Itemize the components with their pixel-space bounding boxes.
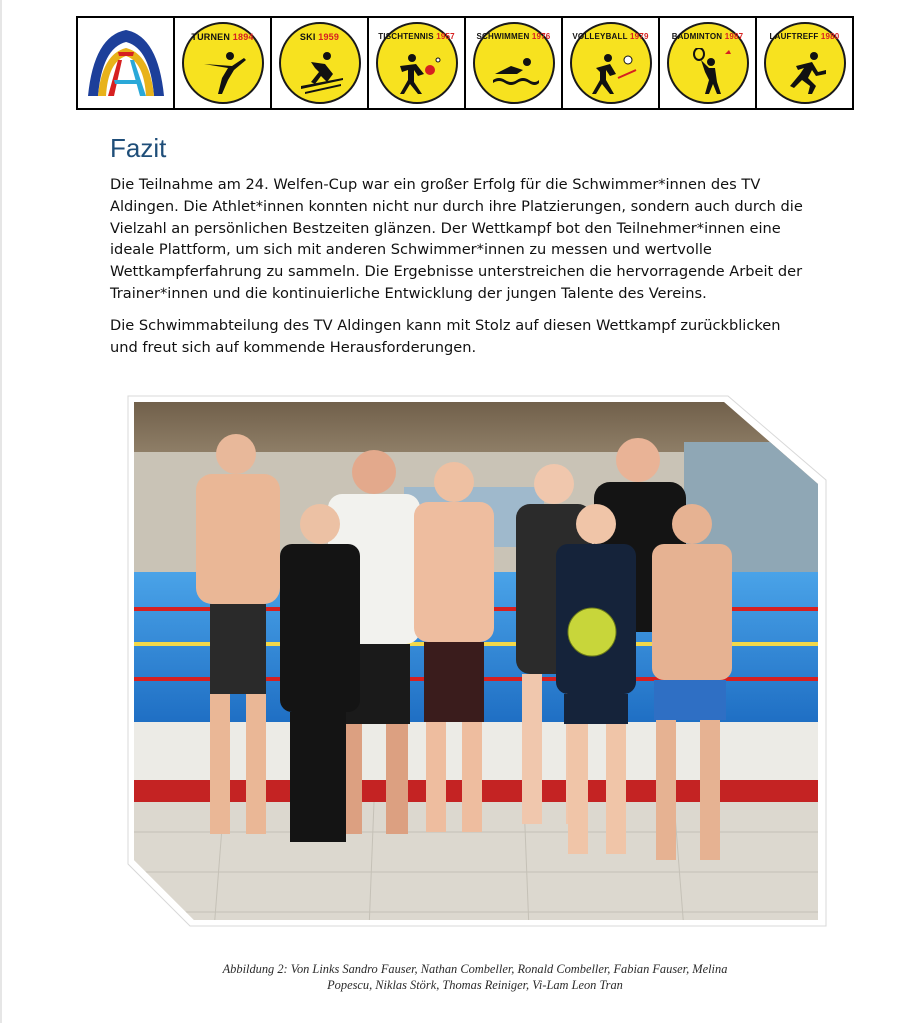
fazit-section xyxy=(110,130,810,368)
paragraph-2: Die Schwimmabteilung des TV Aldingen kann mit Stolz auf diesen Wettkampf zurückblicken und freut sich auf kommende Herausforderungen. xyxy=(110,316,781,356)
team-photo-image xyxy=(124,392,830,930)
paragraph-1: Die Teilnahme am 24. Welfen-Cup war ein großer Erfolg für die Schwimmer*innen des TV Aldingen. Die Athlet*innen konnten nicht nur durch ihre Platzierungen, sondern auch durch die Vielzahl an persönlichen Bestzeiten glänzen. Der Wettkampf bot den Teilnehmer*innen eine ideale Plattform, um sich mit anderen Schwimmer*innen zu messen und wertvolle Wettkampferfahrung zu sammeln. Die Ergebnisse unterstreichen die hervorragende Arbeit der Trainer*innen und die kontinuierliche Entwicklung der jungen Talente des Vereins. xyxy=(110,176,803,302)
badminton-icon xyxy=(685,48,735,98)
volleyball-icon xyxy=(588,48,638,98)
logo-lauftreff: LAUFTREFF 1980 xyxy=(757,18,852,108)
gymnast-icon xyxy=(200,48,250,98)
figure-caption xyxy=(150,961,800,993)
logo-badminton: BADMINTON 1987 xyxy=(660,18,755,108)
tva-logo xyxy=(78,18,173,108)
caption-line-1: Abbildung 2: Von Links Sandro Fauser, Nathan Combeller, Ronald Combeller, Fabian Fauser, Melina xyxy=(222,962,728,976)
section-heading: Fazit xyxy=(110,133,167,163)
tva-logo-icon xyxy=(84,26,168,100)
skier-icon xyxy=(297,48,347,98)
table-tennis-icon xyxy=(394,48,444,98)
swimmer-icon xyxy=(491,48,541,98)
logo-volleyball: VOLLEYBALL 1979 xyxy=(563,18,658,108)
logo-tischtennis: TISCHTENNIS 1957 xyxy=(369,18,464,108)
runner-icon xyxy=(782,48,832,98)
page-edge xyxy=(0,0,2,1023)
caption-line-2: Popescu, Niklas Störk, Thomas Reiniger, Vi-Lam Leon Tran xyxy=(327,978,623,992)
department-logo-bar xyxy=(76,16,854,110)
logo-schwimmen: SCHWIMMEN 1976 xyxy=(466,18,561,108)
team-photo xyxy=(124,392,830,930)
logo-ski: SKI 1959 xyxy=(272,18,367,108)
logo-turnen: TURNEN 1894 xyxy=(175,18,270,108)
